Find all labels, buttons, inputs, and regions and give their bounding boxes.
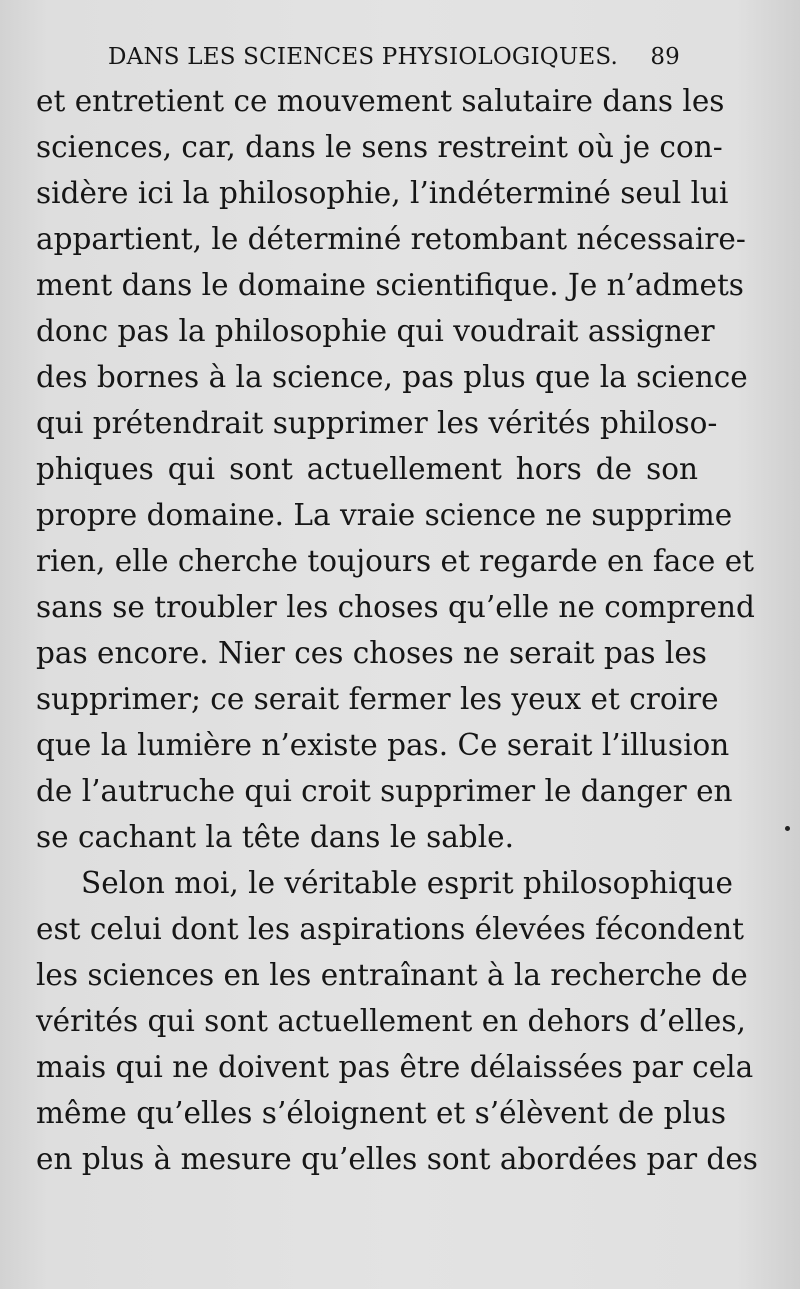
page-number: 89	[650, 44, 680, 70]
text-line: appartient, le déterminé retombant nécessaire-	[36, 222, 746, 256]
text-line: donc pas la philosophie qui voudrait assigner	[36, 314, 715, 348]
text-line: et entretient ce mouvement salutaire dans les	[36, 84, 725, 118]
text-line: rien, elle cherche toujours et regarde en face et	[36, 544, 755, 578]
text-line: en plus à mesure qu’elles sont abordées par des	[36, 1142, 758, 1176]
text-line: de l’autruche qui croit supprimer le danger en	[36, 774, 733, 808]
paragraph-1	[36, 78, 755, 860]
text-line: propre domaine. La vraie science ne supprime	[36, 498, 733, 532]
text-line: se cachant la tête dans le sable.	[36, 820, 514, 854]
text-line: pas encore. Nier ces choses ne serait pas les	[36, 636, 707, 670]
text-line: les sciences en les entraînant à la recherche de	[36, 958, 748, 992]
text-line: sans se troubler les choses qu’elle ne comprend	[36, 590, 755, 624]
text-line: phiques qui sont actuellement hors de son	[36, 452, 698, 486]
text-line: ment dans le domaine scientifique. Je n’admets	[36, 268, 744, 302]
text-line: supprimer; ce serait fermer les yeux et croire	[36, 682, 719, 716]
text-line: mais qui ne doivent pas être délaissées par cela	[36, 1050, 754, 1084]
text-line: des bornes à la science, pas plus que la science	[36, 360, 748, 394]
text-line: sidère ici la philosophie, l’indéterminé seul lui	[36, 176, 729, 210]
running-head-title: DANS LES SCIENCES PHYSIOLOGIQUES.	[108, 44, 619, 70]
body-text	[36, 78, 758, 1182]
text-line: vérités qui sont actuellement en dehors d’elles,	[36, 1004, 746, 1038]
text-line: Selon moi, le véritable esprit philosophique	[81, 866, 734, 900]
text-line: qui prétendrait supprimer les vérités philoso-	[36, 406, 718, 440]
ink-speck	[785, 826, 790, 831]
text-line: que la lumière n’existe pas. Ce serait l’illusion	[36, 728, 730, 762]
running-head	[108, 40, 680, 74]
paragraph-2	[36, 860, 758, 1182]
text-line: sciences, car, dans le sens restreint où je con-	[36, 130, 723, 164]
text-line: est celui dont les aspirations élevées fécondent	[36, 912, 744, 946]
text-line: même qu’elles s’éloignent et s’élèvent de plus	[36, 1096, 727, 1130]
